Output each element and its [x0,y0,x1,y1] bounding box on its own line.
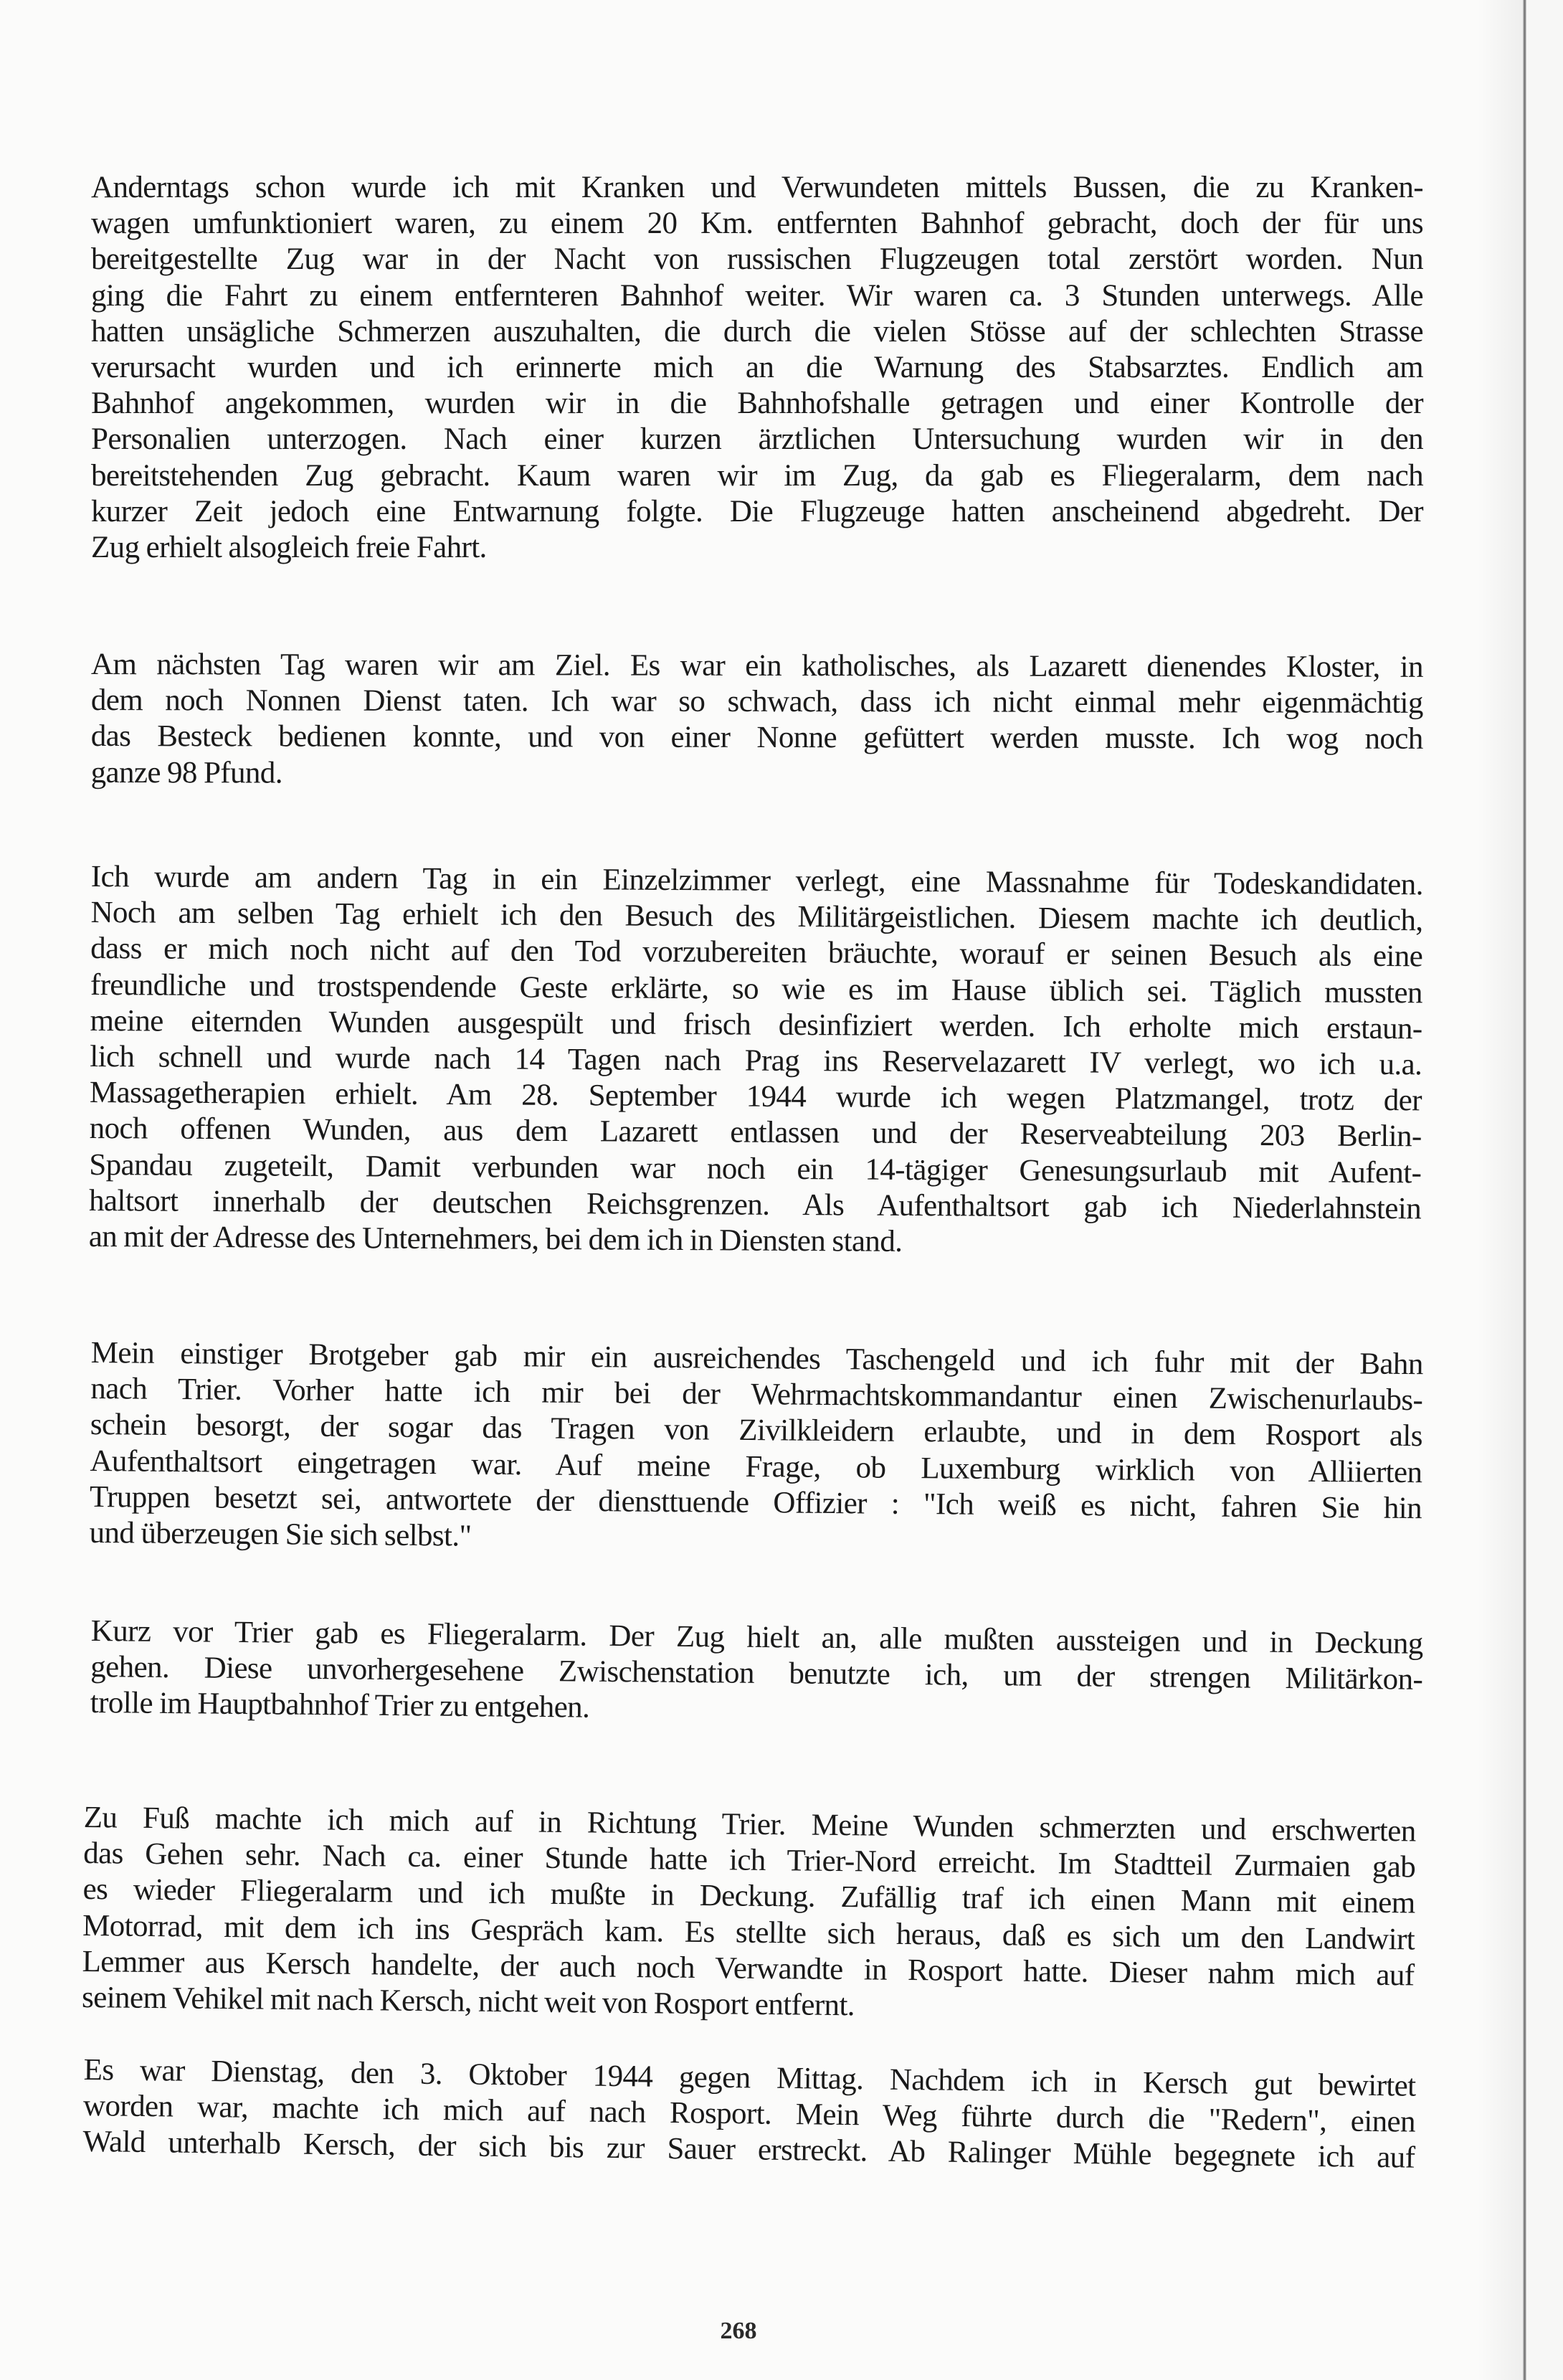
text-line: es wieder Fliegeralarm und ich mußte in Deckung. Zufällig traf ich einen Mann mit einem [82,1872,1415,1920]
paragraph-7 [82,2052,1416,2176]
paragraph-6 [82,1800,1416,2030]
text-line: nach Trier. Vorher hatte ich mir bei der Wehrmachtskommandantur einen Zwischenurlaubs- [90,1372,1423,1418]
text-line: Kurz vor Trier gab es Fliegeralarm. Der Zug hielt an, alle mußten aussteigen und in Deckung [90,1614,1423,1661]
text-line: bereitgestellte Zug war in der Nacht von russischen Flugzeugen total zerstört worden. Nun [91,242,1423,277]
text-line: Bahnhof angekommen, wurden wir in die Bahnhofshalle getragen und einer Kontrolle der [91,387,1423,421]
paragraph-5 [90,1613,1423,1734]
text-line: Mein einstiger Brotgeber gab mir ein ausreichendes Taschengeld und ich fuhr mit der Bahn [90,1336,1423,1382]
paragraph-2 [91,647,1423,794]
text-line: Lemmer aus Kersch handelte, der auch noch Verwandte in Rosport hatte. Dieser nahm mich auf [82,1944,1415,1993]
text-line: Es war Dienstag, den 3. Oktober 1944 gegen Mittag. Nachdem ich in Kersch gut bewirtet [83,2053,1416,2103]
text-line: meine eiternden Wunden ausgespült und frisch desinfiziert werden. Ich erholte mich erstaun- [90,1003,1422,1046]
text-line: Motorrad, mit dem ich ins Gespräch kam. Es stellte sich heraus, daß es sich um den Landwirt [82,1908,1415,1957]
text-line: freundliche und trostspendende Geste erklärte, so wie es im Hause üblich sei. Täglich mussten [90,967,1423,1010]
text-line: bereitstehenden Zug gebracht. Kaum waren wir im Zug, da gab es Fliegeralarm, dem nach [91,458,1423,493]
text-line: und überzeugen Sie sich selbst." [89,1516,472,1553]
text-line: verursacht wurden und ich erinnerte mich an die Warnung des Stabsarztes. Endlich am [91,351,1423,385]
text-line: dass er mich noch nicht auf den Tod vorzubereiten bräuchte, worauf er seinen Besuch als eine [90,931,1423,974]
text-line: ging die Fahrt zu einem entfernteren Bahnhof weiter. Wir waren ca. 3 Stunden unterwegs. Alle [91,278,1423,313]
text-line: seinem Vehikel mit nach Kersch, nicht weit von Rosport entfernt. [81,1981,855,2023]
text-line: an mit der Adresse des Unternehmers, bei dem ich in Diensten stand. [88,1220,903,1258]
text-line: dem noch Nonnen Dienst taten. Ich war so schwach, dass ich nicht einmal mehr eigenmächtig [90,683,1423,721]
text-line: Anderntags schon wurde ich mit Kranken und Verwundeten mittels Bussen, die zu Kranken- [91,171,1423,204]
page-edge-shadow [1477,0,1523,2380]
text-line: ganze 98 Pfund. [90,755,282,790]
text-line: Am nächsten Tag waren wir am Ziel. Es war ein katholisches, als Lazarett dienendes Kloster, in [90,648,1423,684]
text-line: Spandau zugeteilt, Damit verbunden war noch ein 14-tägiger Genesungsurlaub mit Aufent- [89,1147,1422,1190]
text-line: schein besorgt, der sogar das Tragen von Zivilkleidern erlaubte, und in dem Rosport als [90,1408,1423,1454]
paragraph-1 [91,170,1423,566]
paragraph-4 [89,1335,1423,1563]
text-line: Truppen besetzt sei, antwortete der diensttuende Offizier : "Ich weiß es nicht, fahren Sie hin [89,1479,1422,1526]
text-line: gehen. Diese unvorhergesehene Zwischenstation benutzte ich, um der strengen Militärkon- [90,1650,1423,1697]
text-line: noch offenen Wunden, aus dem Lazarett entlassen und der Reserveabteilung 203 Berlin- [89,1111,1422,1154]
page-number: 268 [720,2318,757,2344]
text-line: worden war, machte ich mich auf nach Rosport. Mein Weg führte durch die "Redern", einen [82,2089,1416,2139]
text-line: Wald unterhalb Kersch, der sich bis zur Sauer erstreckt. Ab Ralinger Mühle begegnete ich auf [82,2125,1415,2176]
text-line: das Gehen sehr. Nach ca. einer Stunde hatte ich Trier-Nord erreicht. Im Stadtteil Zurmaien gab [82,1836,1416,1884]
text-line: haltsort innerhalb der deutschen Reichsgrenzen. Als Aufenthaltsort gab ich Niederlahnstein [88,1183,1422,1226]
text-line: trolle im Hauptbahnhof Trier zu entgehen. [90,1686,590,1725]
text-line: Massagetherapien erhielt. Am 28. September 1944 wurde ich wegen Platzmangel, trotz der [89,1076,1422,1118]
paragraph-3 [89,859,1423,1264]
text-line: lich schnell und wurde nach 14 Tagen nach Prag ins Reservelazarett IV verlegt, wo ich u.a. [90,1040,1422,1082]
text-line: hatten unsägliche Schmerzen auszuhalten, die durch die vielen Stösse auf der schlechten Strasse [91,314,1423,349]
text-line: Zug erhielt alsogleich freie Fahrt. [91,531,487,565]
text-line: Ich wurde am andern Tag in ein Einzelzimmer verlegt, eine Massnahme für Todeskandidaten. [90,860,1423,902]
text-line: Personalien unterzogen. Nach einer kurzen ärztlichen Untersuchung wurden wir in den [91,422,1423,457]
adjacent-page-margin [1526,0,1563,2380]
text-line: wagen umfunktioniert waren, zu einem 20 Km. entfernten Bahnhof gebracht, doch der für uns [91,207,1423,241]
text-line: Noch am selben Tag erhielt ich den Besuch des Militärgeistlichen. Diesem machte ich deutlich, [90,896,1423,938]
text-line: Aufenthaltsort eingetragen war. Auf meine Frage, ob Luxemburg wirklich von Alliierten [90,1443,1422,1489]
text-line: das Besteck bedienen konnte, und von einer Nonne gefüttert werden musste. Ich wog noch [90,719,1423,757]
text-line: Zu Fuß machte ich mich auf in Richtung Trier. Meine Wunden schmerzten und erschwerten [83,1801,1416,1849]
text-line: kurzer Zeit jedoch eine Entwarnung folgte. Die Flugzeuge hatten anscheinend abgedreht. Der [91,494,1423,528]
